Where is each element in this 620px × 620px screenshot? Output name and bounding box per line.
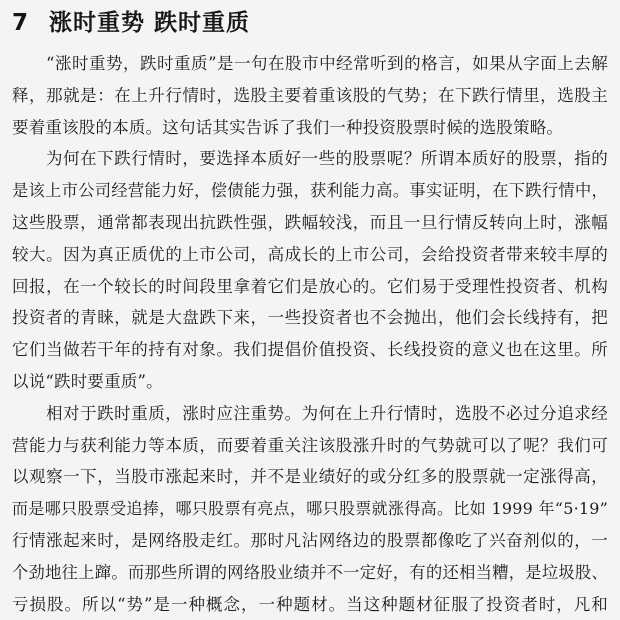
text-line: 以说“跌时要重质”。 — [12, 371, 163, 391]
text-line: 个劲地往上蹿。而那些所谓的网络股业绩并不一定好，有的还相当糟，是垃圾股、 — [12, 562, 608, 582]
text-line: 以观察一下，当股市涨起来时，并不是业绩好的或分红多的股票就一定涨得高， — [12, 467, 608, 487]
text-line: 行情涨起来时，是网络股走红。那时凡沾网络边的股票都像吃了兴奋剂似的，一 — [12, 530, 608, 550]
text-line: 营能力与获利能力等本质，而要着重关注该股涨升时的气势就可以了呢？我们可 — [12, 435, 608, 455]
text-line: 亏损股。所以“势”是一种概念，一种题材。当这种题材征服了投资者时，凡和 — [12, 594, 608, 614]
text-line: 要着重该股的本质。这句话其实告诉了我们一种投资股票时候的选股策略。 — [12, 117, 564, 137]
text-line: 是该上市公司经营能力好，偿债能力强，获利能力高。事实证明，在下跌行情中， — [12, 181, 608, 201]
section-title: 涨时重势 跌时重质 — [49, 10, 251, 36]
text-line: 释，那就是：在上升行情时，选股主要着重该股的气势；在下跌行情里，选股主 — [12, 85, 608, 105]
text-line: 投资者的青睐，就是大盘跌下来，一些投资者也不会抛出，他们会长线持有，把 — [12, 308, 608, 328]
section-number: 7 — [12, 10, 30, 36]
text-line: 它们当做若干年的持有对象。我们提倡价值投资、长线投资的意义也在这里。所 — [12, 340, 608, 360]
text-line: 而是哪只股票受追捧，哪只股票有亮点，哪只股票就涨得高。比如 1999 年“5·19” — [12, 499, 608, 519]
text-line: 回报，在一个较长的时间段里拿着它们是放心的。它们易于受理性投资者、机构 — [12, 276, 608, 296]
text-line: 为何在下跌行情时，要选择本质好一些的股票呢？所谓本质好的股票，指的 — [46, 149, 608, 169]
section-heading — [12, 0, 608, 46]
text-line: 相对于跌时重质，涨时应注重势。为何在上升行情时，选股不必过分追求经 — [46, 403, 608, 423]
text-line: 较大。因为真正质优的上市公司，高成长的上市公司，会给投资者带来较丰厚的 — [12, 244, 608, 264]
body-text — [12, 48, 608, 620]
text-line: 这些股票，通常都表现出抗跌性强，跌幅较浅，而且一旦行情反转向上时，涨幅 — [12, 212, 608, 232]
text-line: “涨时重势，跌时重质”是一句在股市中经常听到的格言，如果从字面上去解 — [46, 54, 608, 73]
